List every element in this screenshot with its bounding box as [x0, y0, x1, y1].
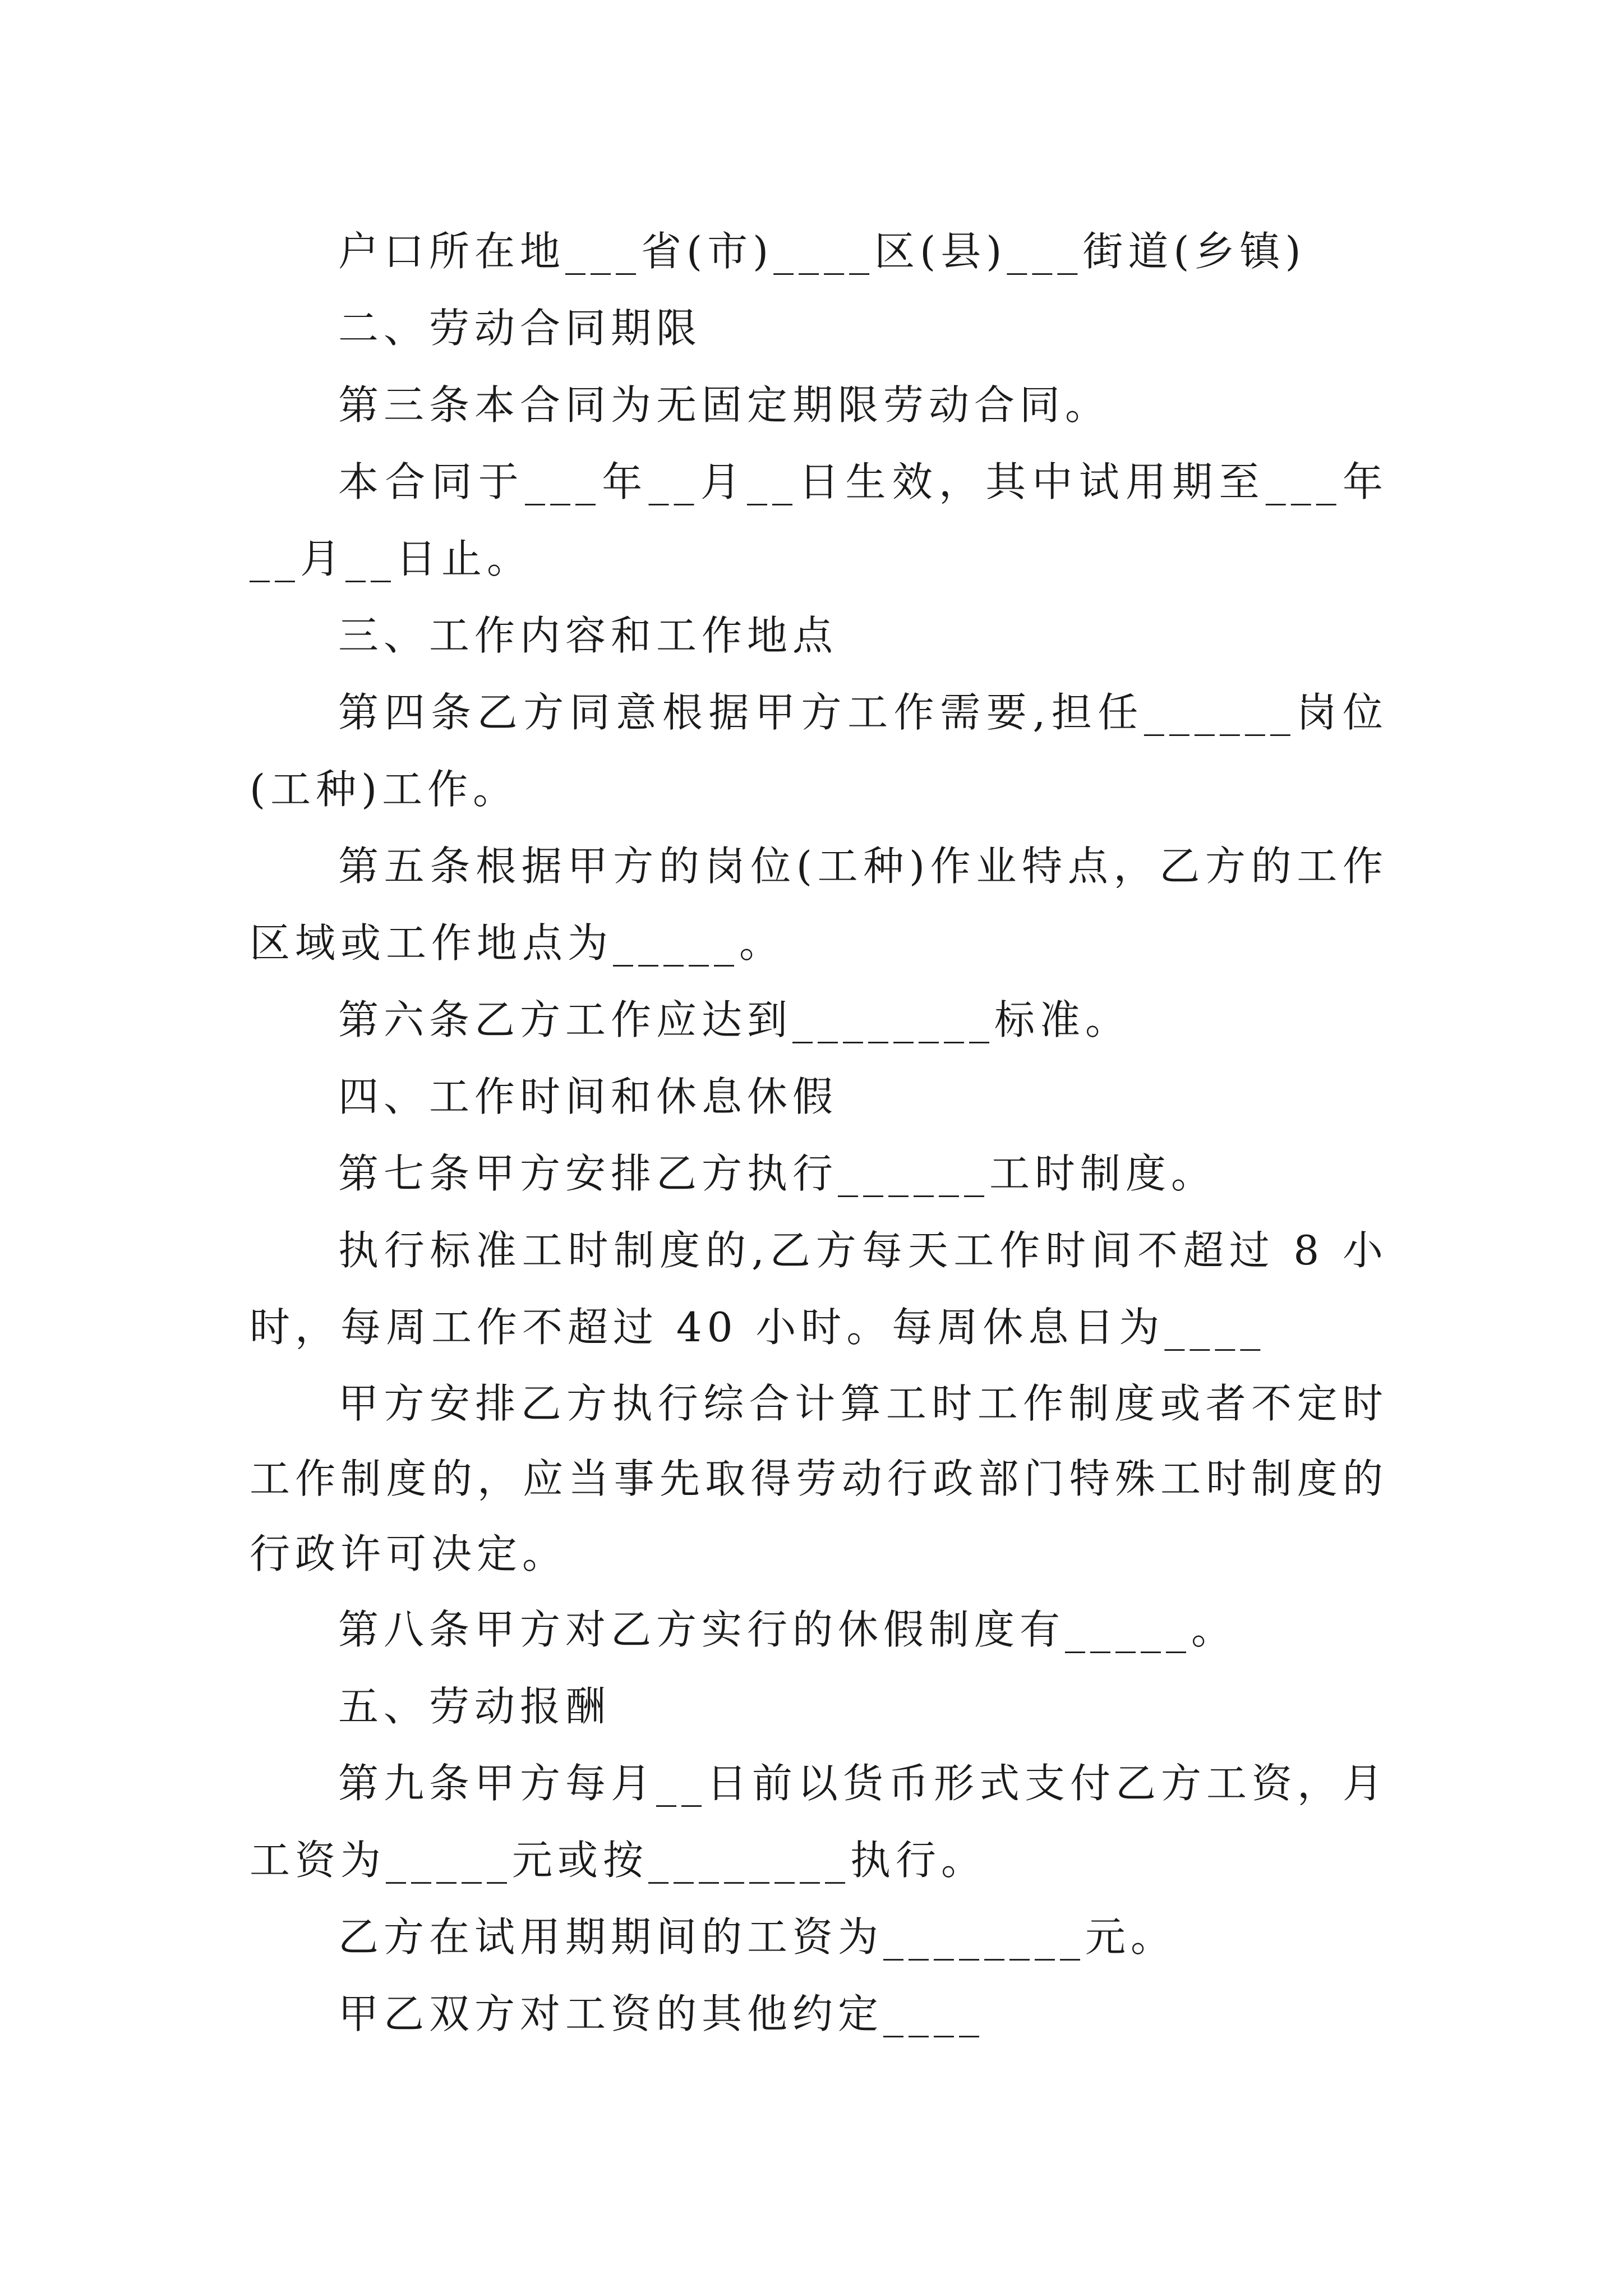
- document-page: [250, 213, 1388, 2053]
- section-heading-working-hours: 四、工作时间和休息休假: [338, 1073, 838, 1120]
- paragraph-other-salary-terms: 甲乙双方对工资的其他约定____: [338, 1990, 985, 2037]
- article-6: 第六条乙方工作应达到________标准。: [338, 996, 1131, 1043]
- article-3: 第三条本合同为无固定期限劳动合同。: [338, 381, 1111, 429]
- section-heading-remuneration: 五、劳动报酬: [338, 1683, 611, 1730]
- section-heading-contract-term: 二、劳动合同期限: [338, 305, 702, 352]
- paragraph-special-hours: 甲方安排乙方执行综合计算工时工作制度或者不定时工作制度的，应当事先取得劳动行政部门特殊工时制度的行政许可决定。: [250, 1380, 1388, 1577]
- paragraph-standard-hours: 执行标准工时制度的,乙方每天工作时间不超过 8 小时，每周工作不超过 40 小时。每周休息日为____: [250, 1227, 1388, 1351]
- article-4: 第四条乙方同意根据甲方工作需要,担任______岗位(工种)工作。: [250, 689, 1388, 813]
- paragraph-effective-date: 本合同于___年__月__日生效，其中试用期至___年__月__日止。: [250, 458, 1388, 582]
- article-9: 第九条甲方每月__日前以货币形式支付乙方工资，月工资为_____元或按________执行。: [250, 1760, 1389, 1884]
- article-8: 第八条甲方对乙方实行的休假制度有_____。: [338, 1606, 1237, 1653]
- section-heading-work-content: 三、工作内容和工作地点: [338, 612, 838, 659]
- paragraph-probation-salary: 乙方在试用期期间的工资为________元。: [338, 1913, 1177, 1961]
- article-7: 第七条甲方安排乙方执行______工时制度。: [338, 1150, 1217, 1197]
- paragraph-hukou-location: 户口所在地___省(市)____区(县)___街道(乡镇): [338, 228, 1306, 275]
- article-5: 第五条根据甲方的岗位(工种)作业特点，乙方的工作区域或工作地点为_____。: [250, 843, 1388, 967]
